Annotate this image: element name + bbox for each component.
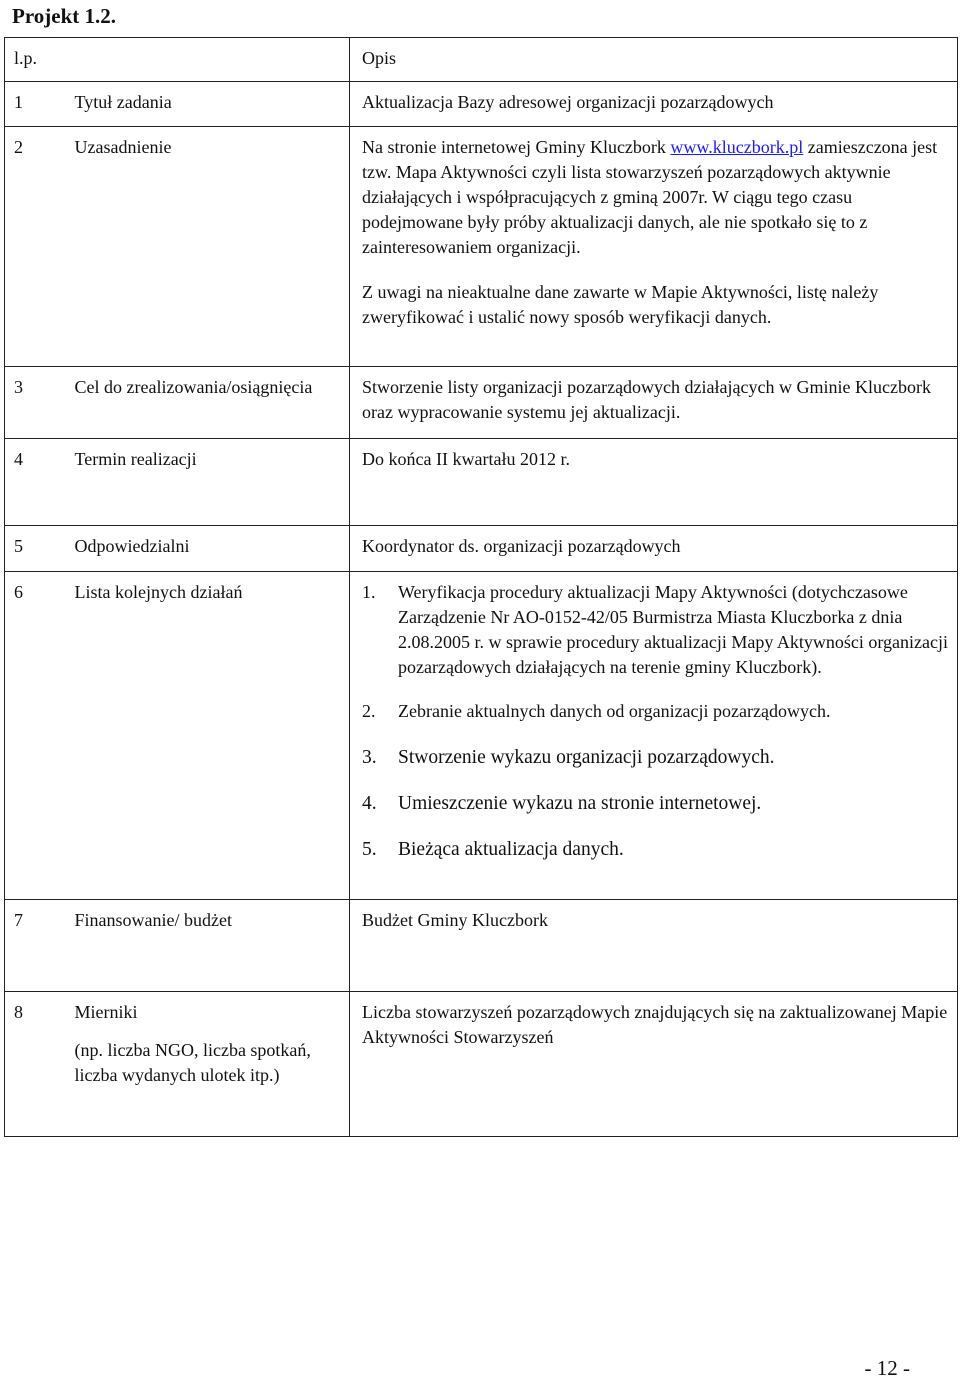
list-item-number: 3. [362, 747, 377, 768]
row-label: Uzasadnienie [63, 127, 350, 367]
table-row [5, 367, 958, 439]
list-item [362, 580, 949, 680]
list-item [362, 745, 949, 770]
table-row [5, 82, 958, 127]
table-row [5, 992, 958, 1137]
justification-paragraph-2: Z uwagi na nieaktualne dane zawarte w Mapie Aktywności, listę należy zweryfikować i ustalić nowy sposób weryfikacji danych. [362, 282, 879, 327]
list-item [362, 791, 949, 816]
list-item [362, 837, 949, 862]
table-header-row [5, 38, 958, 82]
page-title: Projekt 1.2. [12, 4, 117, 28]
list-item-number: 2. [362, 701, 376, 721]
website-link[interactable]: www.kluczbork.pl [670, 137, 804, 157]
row-num: 3 [5, 367, 63, 439]
row-label: Lista kolejnych działań [63, 572, 350, 900]
row-value: Budżet Gminy Kluczbork [350, 900, 958, 992]
list-item-number: 4. [362, 793, 377, 814]
header-num [5, 38, 350, 82]
table-row [5, 900, 958, 992]
metrics-label: Mierniki [74, 1002, 138, 1022]
row-label: Cel do zrealizowania/osiągnięcia [63, 367, 350, 439]
table-row [5, 127, 958, 367]
row-value [350, 572, 958, 900]
list-item-text: Stworzenie wykazu organizacji pozarządowych. [398, 747, 775, 768]
row-value: Aktualizacja Bazy adresowej organizacji pozarządowych [350, 82, 958, 127]
row-num: 6 [5, 572, 63, 900]
row-num: 5 [5, 526, 63, 572]
table-row [5, 526, 958, 572]
row-label: Tytuł zadania [63, 82, 350, 127]
justification-text: Na stronie internetowej Gminy Kluczbork [362, 137, 671, 157]
project-table [4, 37, 958, 1137]
row-num: 1 [5, 82, 63, 127]
header-num-text: l.p. [14, 48, 38, 68]
list-item-text: Zebranie aktualnych danych od organizacji pozarządowych. [398, 701, 831, 721]
row-label: Odpowiedzialni [63, 526, 350, 572]
justification-paragraph [362, 135, 949, 260]
action-list [362, 580, 949, 862]
metrics-label-sub: (np. liczba NGO, liczba spotkań, liczba wydanych ulotek itp.) [74, 1040, 311, 1085]
row-label [63, 992, 350, 1137]
row-num: 2 [5, 127, 63, 367]
list-item-text: Weryfikacja procedury aktualizacji Mapy Aktywności (dotychczasowe Zarządzenie Nr AO-0152-42/05 Burmistrza Miasta Kluczborka z dnia 2.08.2005 r. w sprawie procedury aktualizacji Mapy Aktywności organizacji pozarządowych działających na terenie gminy Kluczbork). [398, 582, 949, 677]
row-value: Stworzenie listy organizacji pozarządowych działających w Gminie Kluczbork oraz wypracowanie systemu jej aktualizacji. [350, 367, 958, 439]
list-item-number: 1. [362, 582, 376, 602]
row-value: Liczba stowarzyszeń pozarządowych znajdujących się na zaktualizowanej Mapie Aktywności Stowarzyszeń [350, 992, 958, 1137]
table-row [5, 439, 958, 526]
list-item-text: Bieżąca aktualizacja danych. [398, 839, 624, 860]
table-row [5, 572, 958, 900]
row-num: 7 [5, 900, 63, 992]
list-item [362, 699, 949, 724]
row-label: Termin realizacji [63, 439, 350, 526]
row-label: Finansowanie/ budżet [63, 900, 350, 992]
page-number: - 12 - [864, 1356, 910, 1380]
row-num: 8 [5, 992, 63, 1137]
row-value: Koordynator ds. organizacji pozarządowych [350, 526, 958, 572]
row-num: 4 [5, 439, 63, 526]
row-value [350, 127, 958, 367]
justification-text-rest: zamieszczona jest tzw. Mapa Aktywności czyli lista stowarzyszeń pozarządowych aktywnie działających i współpracujących z gminą 2007r. W ciągu tego czasu podejmowane były próby aktualizacji danych, ale nie spotkało się to z zainteresowaniem organizacji. [362, 137, 938, 257]
header-opis: Opis [350, 38, 958, 82]
row-value: Do końca II kwartału 2012 r. [350, 439, 958, 526]
list-item-text: Umieszczenie wykazu na stronie internetowej. [398, 793, 762, 814]
list-item-number: 5. [362, 839, 377, 860]
